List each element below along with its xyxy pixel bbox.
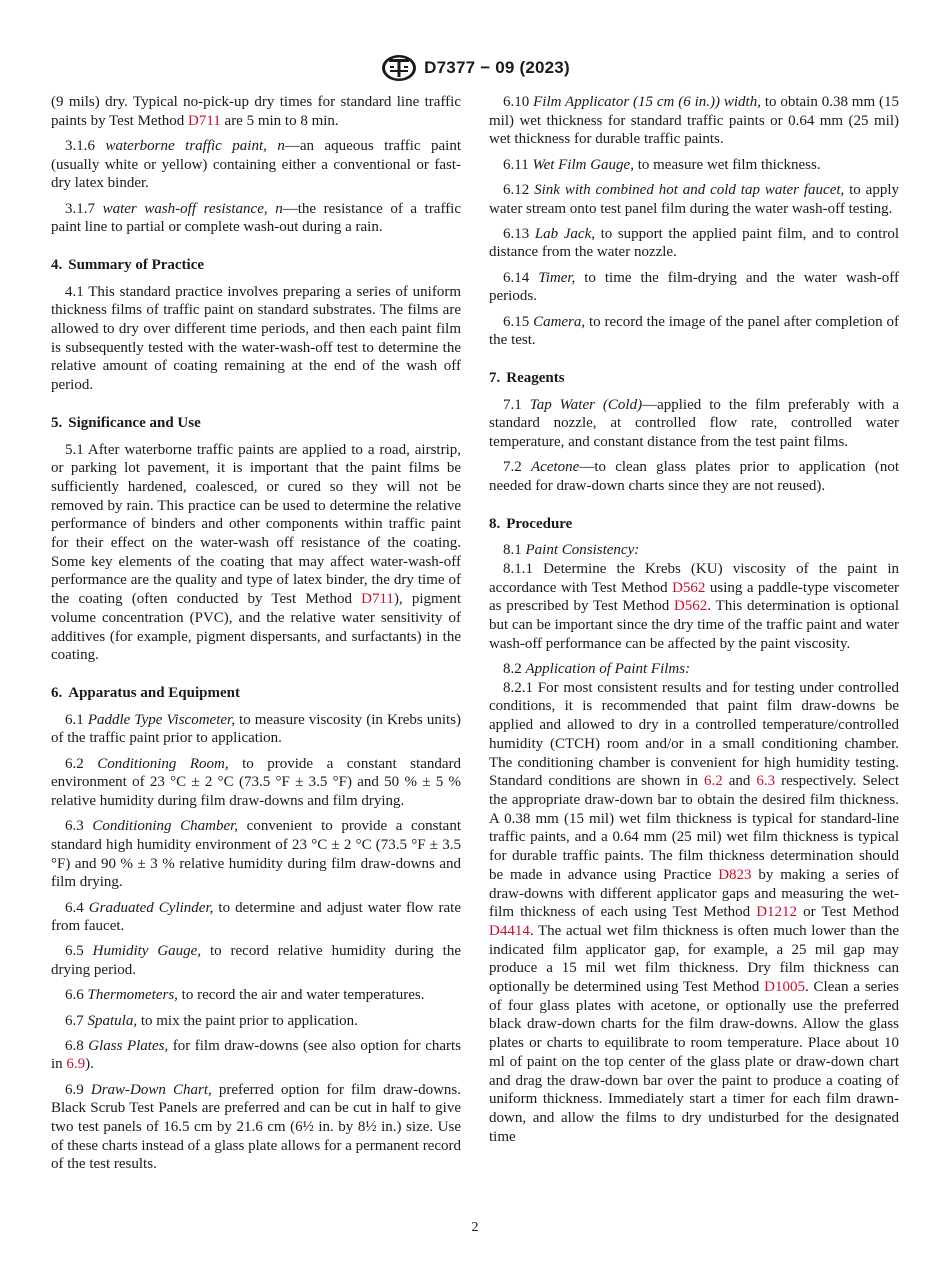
paragraph-8-2-1: 8.2.1 For most consistent results and for testing under controlled conditions, it is recommended that paint film draw-downs be applied and allowed to dry in a controlled temperature/controlled humidity (CTCH) room and/or in a small conditioning chamber. The conditioning chamber is convenient for high humidity testing. Standard conditions are shown in 6.2 and 6.3 respectively. Select the appropriate draw-down bar to obtain the desired film thickness. A 0.38 mm (15 mil) wet film thickness is typical for standard-line traffic paints, and a 0.64 mm (25 mil) wet film thickness is typical for durable traffic paints. The film thickness determination should be made in advance using Practice D823 by making a series of draw-downs with different applicator gaps and measuring the wet-film thickness of each using Test Method D1212 or Test Method D4414. The actual wet film thickness is often much lower than the indicated film applicator gap, for example, a 25 mil gap may produce a 15 mil wet film thickness. Dry film thickness can optionally be determined using Test Method D1005. Clean a series of four glass plates with acetone, or optionally use the preferred black draw-down charts for the film draw-downs. Allow the glass plates or charts to equilibrate to room temperature. Place about 10 ml of paint on the top center of the glass plate or draw-down chart and drag the draw-down bar over the paint to produce a coating of uniform thickness. Immediately start a timer for each film drawn-down, and allow the films to dry undisturbed for the designated time (489, 679, 900, 1145)
paragraph-8-1: 8.1 Paint Consistency: (503, 542, 640, 559)
paragraph-6-5: 6.5 Humidity Gauge, to record relative humidity during the drying period. (51, 943, 461, 979)
paragraph-6-9: 6.9 Draw-Down Chart, preferred option for film draw-downs. Black Scrub Test Panels are preferred and can be cut in half to give two test panels of 16.5 cm by 21.6 cm (6½ in. by 8½ in.) size. Use of these charts instead of a glass plate allows for a permanent record of the test results. (51, 1081, 462, 1173)
reference-link[interactable]: 6.2 (703, 773, 723, 790)
paragraph-6-3: 6.3 Conditioning Chamber, convenient to provide a constant standard high humidity environment of 23 °C ± 2 °C (73.5 °F ± 3.5 °F) and 90 % ± 3 % relative humidity during film draw-downs and film drying. (51, 818, 461, 891)
paragraph-3-1-6: 3.1.6 waterborne traffic paint, n—an aqueous traffic paint (usually white or yellow) containing either a conventional or fast-dry latex binder. (51, 137, 462, 192)
paragraph-8-1-1: 8.1.1 Determine the Krebs (KU) viscosity of the paint in accordance with Test Method D562 using a paddle-type viscometer as prescribed by Test Method D562. This determination is optional but can be important since the dry time of the traffic paint and water wash-off performance can be affected by the paint viscosity. (489, 561, 900, 652)
paragraph-3-1-7: 3.1.7 water wash-off resistance, n—the resistance of a traffic paint line to partial or complete wash-out during a rain. (51, 200, 462, 236)
paragraph-6-15: 6.15 Camera, to record the image of the panel after completion of the test. (489, 313, 899, 349)
reference-link[interactable]: D711 (188, 112, 221, 129)
page-header (0, 50, 950, 86)
reference-link[interactable]: 6.3 (756, 773, 776, 790)
paragraph-6-11: 6.11 Wet Film Gauge, to measure wet film thickness. (503, 156, 821, 173)
reference-link[interactable]: D4414 (489, 922, 530, 939)
reference-link[interactable]: D711 (361, 591, 394, 608)
section-heading-7: 7. Reagents (489, 369, 565, 386)
left-column (51, 93, 461, 1181)
reference-link[interactable]: D823 (718, 866, 752, 883)
reference-link[interactable]: D562 (673, 598, 708, 615)
reference-link[interactable]: D562 (672, 579, 706, 596)
section-heading-8: 8. Procedure (489, 515, 573, 532)
paragraph-8-2: 8.2 Application of Paint Films: (503, 661, 691, 678)
right-column (489, 93, 899, 1153)
paragraph-4-1: 4.1 This standard practice involves preparing a series of uniform thickness films of traffic paint on standard substrates. The films are allowed to dry over different time periods, and then each paint film is subsequently tested with the water-wash-off test to determine the relative amount of coating remaining at the end of the wash off period. (51, 283, 461, 394)
paragraph-6-8: 6.8 Glass Plates, for film draw-downs (see also option for charts in 6.9). (51, 1037, 462, 1073)
reference-link[interactable]: 6.9 (66, 1056, 86, 1073)
astm-logo (380, 53, 418, 83)
paragraph-6-10: 6.10 Film Applicator (15 cm (6 in.)) width, to obtain 0.38 mm (15 mil) wet thickness for standard traffic paints or 0.64 mm (25 mil) wet thickness for durable traffic paints. (489, 94, 899, 148)
paragraph-6-14: 6.14 Timer, to time the film-drying and the water wash-off periods. (489, 269, 899, 305)
paragraph-6-13: 6.13 Lab Jack, to support the applied paint film, and to control distance from the water nozzle. (489, 225, 899, 261)
reference-link[interactable]: D1005 (764, 979, 805, 996)
paragraph-6-12: 6.12 Sink with combined hot and cold tap water faucet, to apply water stream onto test panel film during the water wash-off testing. (489, 181, 899, 217)
paragraph-6-1: 6.1 Paddle Type Viscometer, to measure viscosity (in Krebs units) of the traffic paint prior to application. (51, 711, 461, 747)
paragraph-6-7: 6.7 Spatula, to mix the paint prior to application. (65, 1012, 358, 1029)
section-heading-5: 5. Significance and Use (51, 414, 201, 431)
paragraph-6-6: 6.6 Thermometers, to record the air and water temperatures. (65, 987, 425, 1004)
paragraph-7-1: 7.1 Tap Water (Cold)—applied to the film preferably with a standard nozzle, at controlled flow rate, controlled water temperature, and constant distance from the test paint films. (489, 396, 900, 451)
reference-link[interactable]: D1212 (756, 904, 798, 921)
paragraph-5-1: 5.1 After waterborne traffic paints are applied to a road, airstrip, or parking lot pavement, it is important that the paint films be sufficiently hardened, coalesced, or cured so they will not be removed by rain. This practice can be used to determine the relative performance of binders and other components within traffic paint for their effect on the water-wash off resistance of the coating. Some key elements of the coating that may affect water-wash-off performance are the quality and type of latex binder, the dry time of the coating (often conducted by Test Method D711), pigment volume concentration (PVC), and the relative water sensitivity of additives (for example, pigment dispersants, and surfactants) in the coating. (51, 441, 461, 664)
paragraph-continuation: (9 mils) dry. Typical no-pick-up dry times for standard line traffic paints by Test Method D711 are 5 min to 8 min. (51, 94, 461, 129)
paragraph-6-4: 6.4 Graduated Cylinder, to determine and adjust water flow rate from faucet. (51, 899, 461, 935)
document-designation: D7377 − 09 (2023) (424, 58, 570, 77)
paragraph-7-2: 7.2 Acetone—to clean glass plates prior to application (not needed for draw-down charts since they are not reused). (489, 459, 899, 494)
section-heading-4: 4. Summary of Practice (51, 256, 205, 273)
paragraph-6-2: 6.2 Conditioning Room, to provide a constant standard environment of 23 °C ± 2 °C (73.5 °F ± 3.5 °F) and 50 % ± 5 % relative humidity during film draw-downs and film drying. (51, 755, 462, 809)
section-heading-6: 6. Apparatus and Equipment (51, 684, 240, 701)
page-number: 2 (471, 1220, 479, 1235)
